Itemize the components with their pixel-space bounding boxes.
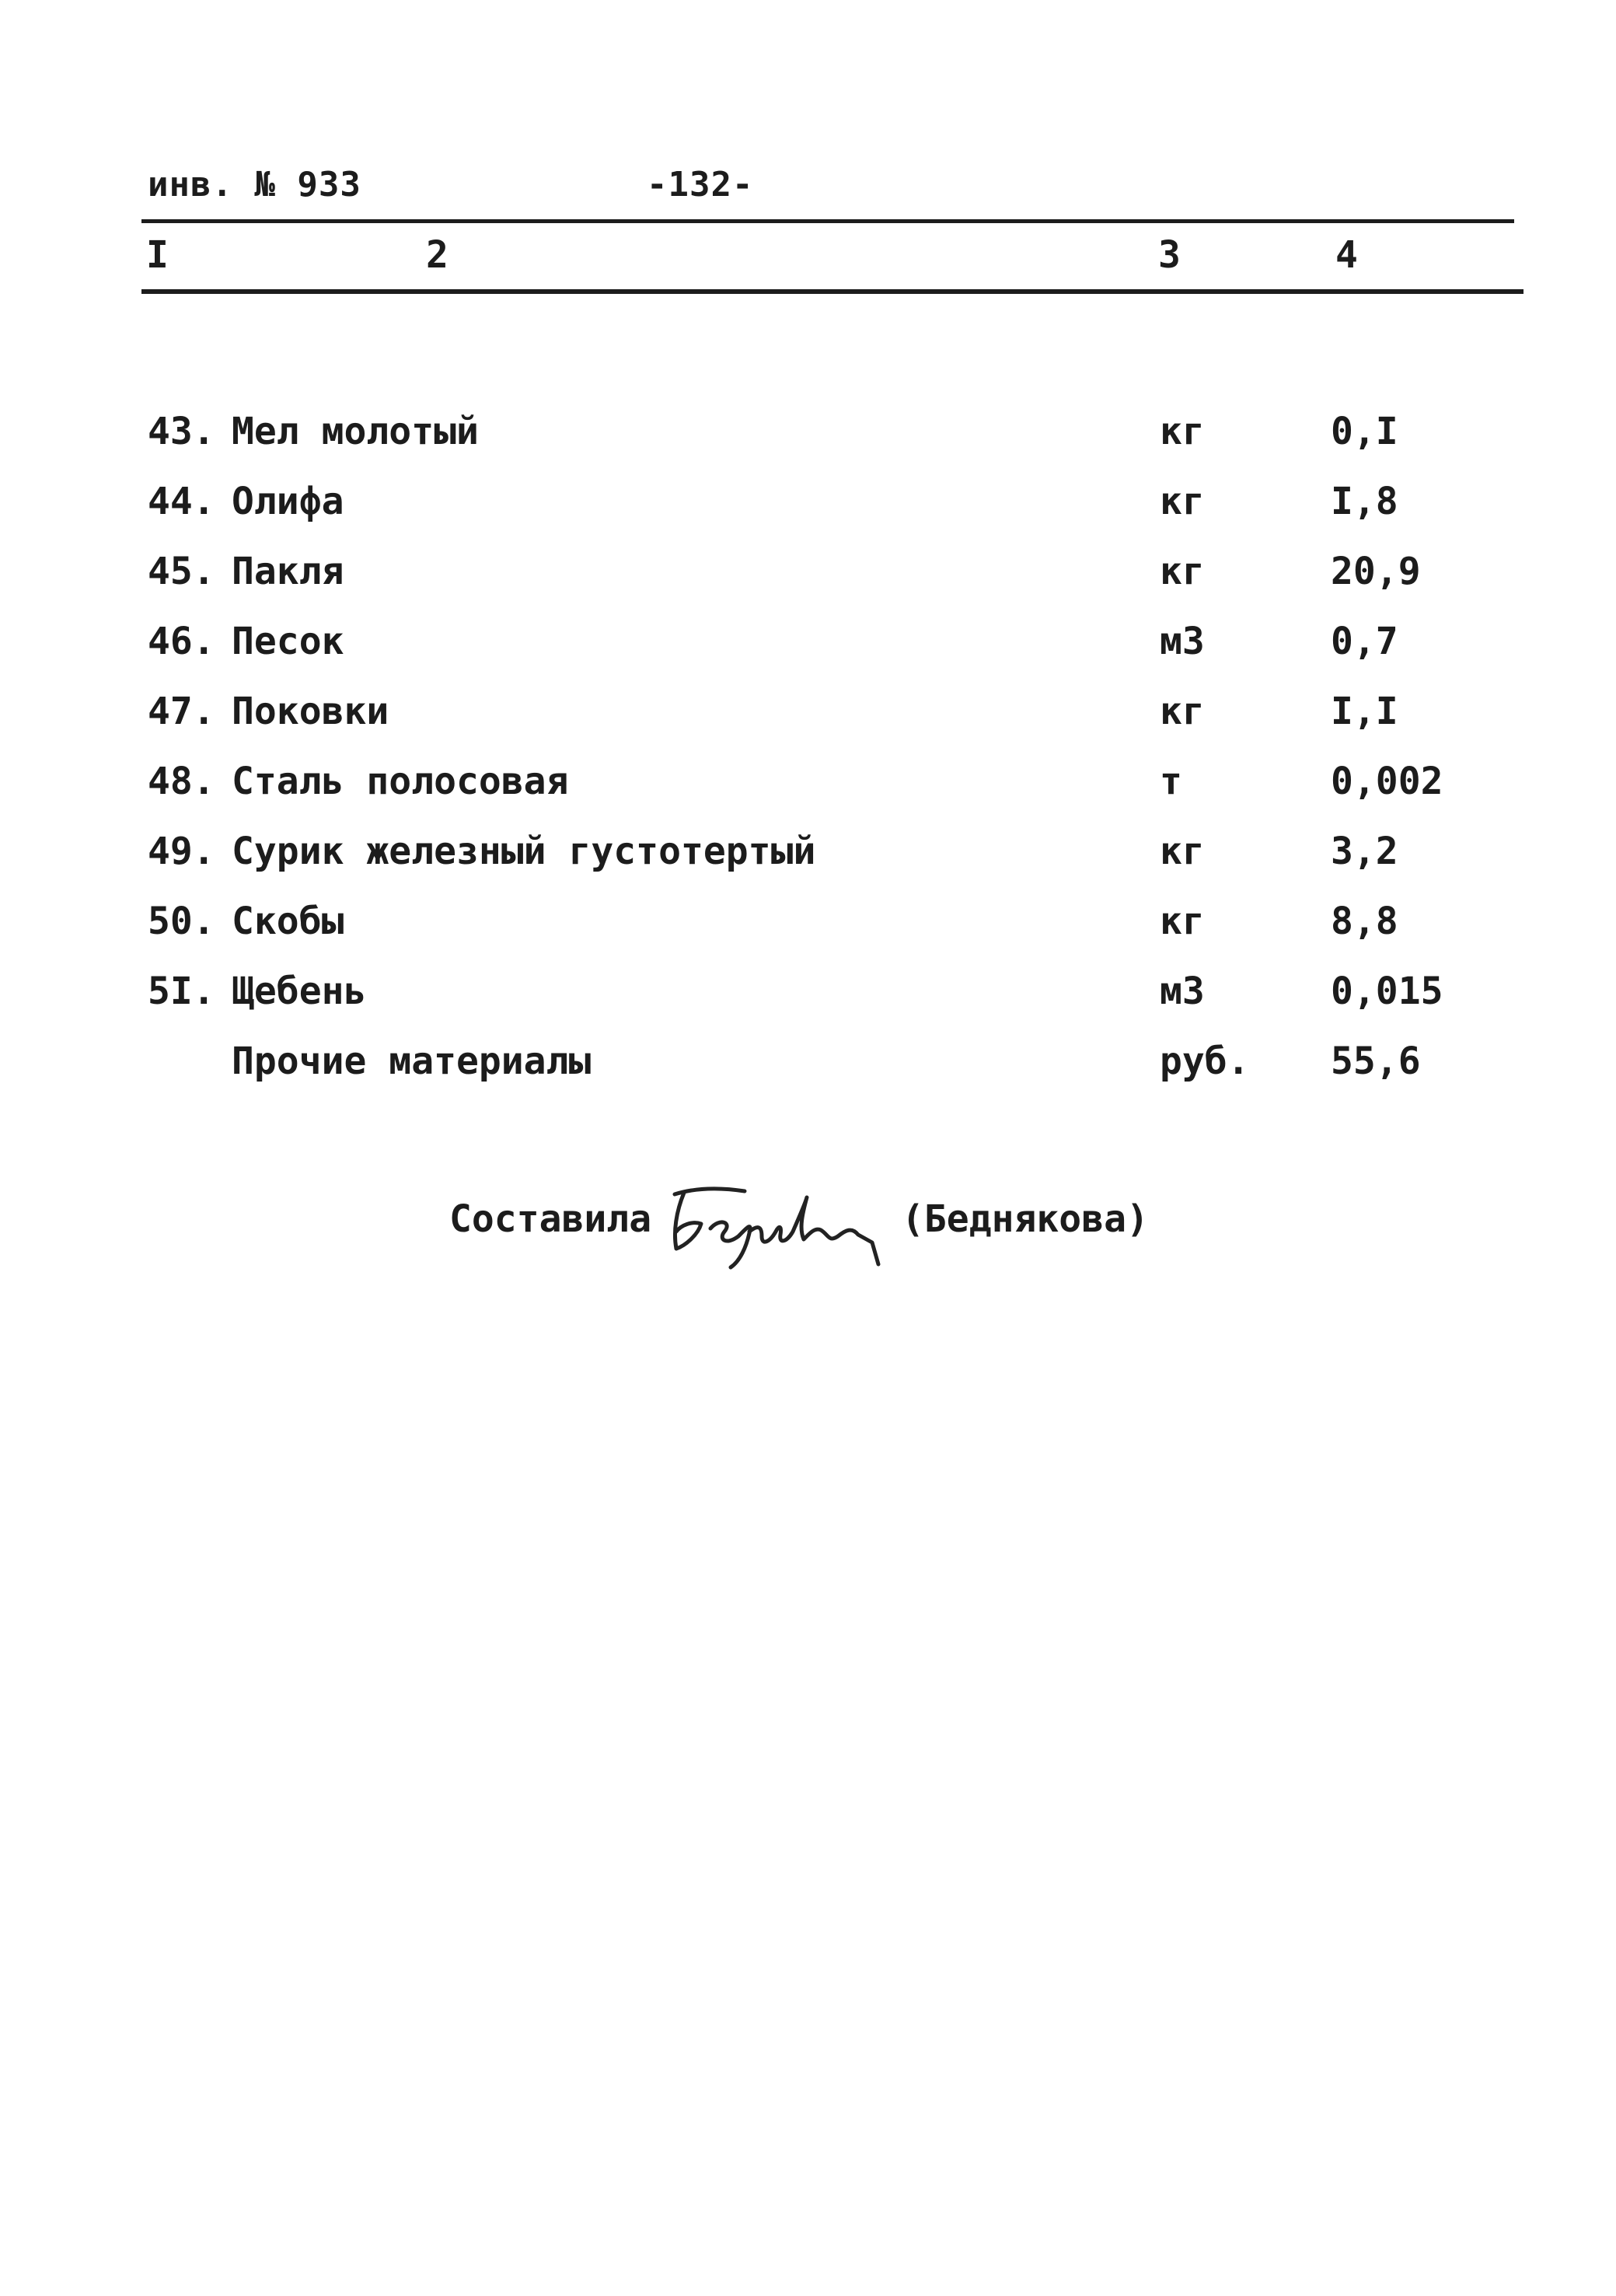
list-item — [0, 824, 1616, 879]
item-name: Сталь полосовая — [232, 760, 569, 803]
item-name: Скобы — [232, 900, 344, 943]
item-quantity: 55,6 — [1331, 1040, 1421, 1083]
item-unit: м3 — [1160, 620, 1205, 663]
item-number: 48. — [148, 760, 215, 803]
item-quantity: 0,002 — [1331, 760, 1443, 803]
list-item — [0, 614, 1616, 669]
item-unit: кг — [1160, 830, 1205, 873]
list-item — [0, 754, 1616, 809]
item-unit: кг — [1160, 690, 1205, 733]
item-quantity: 0,I — [1331, 410, 1398, 453]
column-number-1: I — [146, 233, 169, 277]
list-item — [0, 474, 1616, 529]
item-name: Поковки — [232, 690, 389, 733]
item-name: Сурик железный густотертый — [232, 830, 816, 873]
item-unit: кг — [1160, 550, 1205, 593]
item-number: 47. — [148, 690, 215, 733]
item-number: 5I. — [148, 970, 215, 1013]
item-name: Мел молотый — [232, 410, 479, 453]
list-item — [0, 404, 1616, 459]
item-name: Пакля — [232, 550, 344, 593]
header-rule-top — [141, 219, 1514, 223]
item-number: 45. — [148, 550, 215, 593]
item-unit: м3 — [1160, 970, 1205, 1013]
item-quantity: I,8 — [1331, 480, 1398, 523]
list-item — [0, 684, 1616, 739]
header-rule-bottom — [141, 289, 1524, 294]
list-item — [0, 1034, 1616, 1089]
item-quantity: 0,7 — [1331, 620, 1398, 663]
item-unit: т — [1160, 760, 1182, 803]
inventory-number: инв. № 933 — [148, 165, 361, 204]
item-name: Прочие материалы — [232, 1040, 592, 1083]
item-number: 49. — [148, 830, 215, 873]
list-item — [0, 544, 1616, 599]
page-number: -132- — [647, 165, 754, 204]
item-quantity: 3,2 — [1331, 830, 1398, 873]
item-number: 46. — [148, 620, 215, 663]
item-unit: кг — [1160, 410, 1205, 453]
item-name: Песок — [232, 620, 344, 663]
item-number: 44. — [148, 480, 215, 523]
handwritten-signature — [653, 1180, 886, 1274]
column-number-2: 2 — [426, 233, 449, 277]
item-number: 43. — [148, 410, 215, 453]
column-number-4: 4 — [1335, 233, 1358, 277]
signature-label: Составила — [449, 1197, 652, 1241]
signer-name: (Беднякова) — [902, 1197, 1149, 1241]
list-item — [0, 894, 1616, 949]
item-number: 50. — [148, 900, 215, 943]
column-number-3: 3 — [1158, 233, 1181, 277]
item-quantity: 8,8 — [1331, 900, 1398, 943]
item-name: Олифа — [232, 480, 344, 523]
item-unit: кг — [1160, 900, 1205, 943]
item-quantity: 0,015 — [1331, 970, 1443, 1013]
item-quantity: 20,9 — [1331, 550, 1421, 593]
list-item — [0, 964, 1616, 1019]
item-unit: руб. — [1160, 1040, 1250, 1083]
item-unit: кг — [1160, 480, 1205, 523]
item-name: Щебень — [232, 970, 367, 1013]
item-quantity: I,I — [1331, 690, 1398, 733]
